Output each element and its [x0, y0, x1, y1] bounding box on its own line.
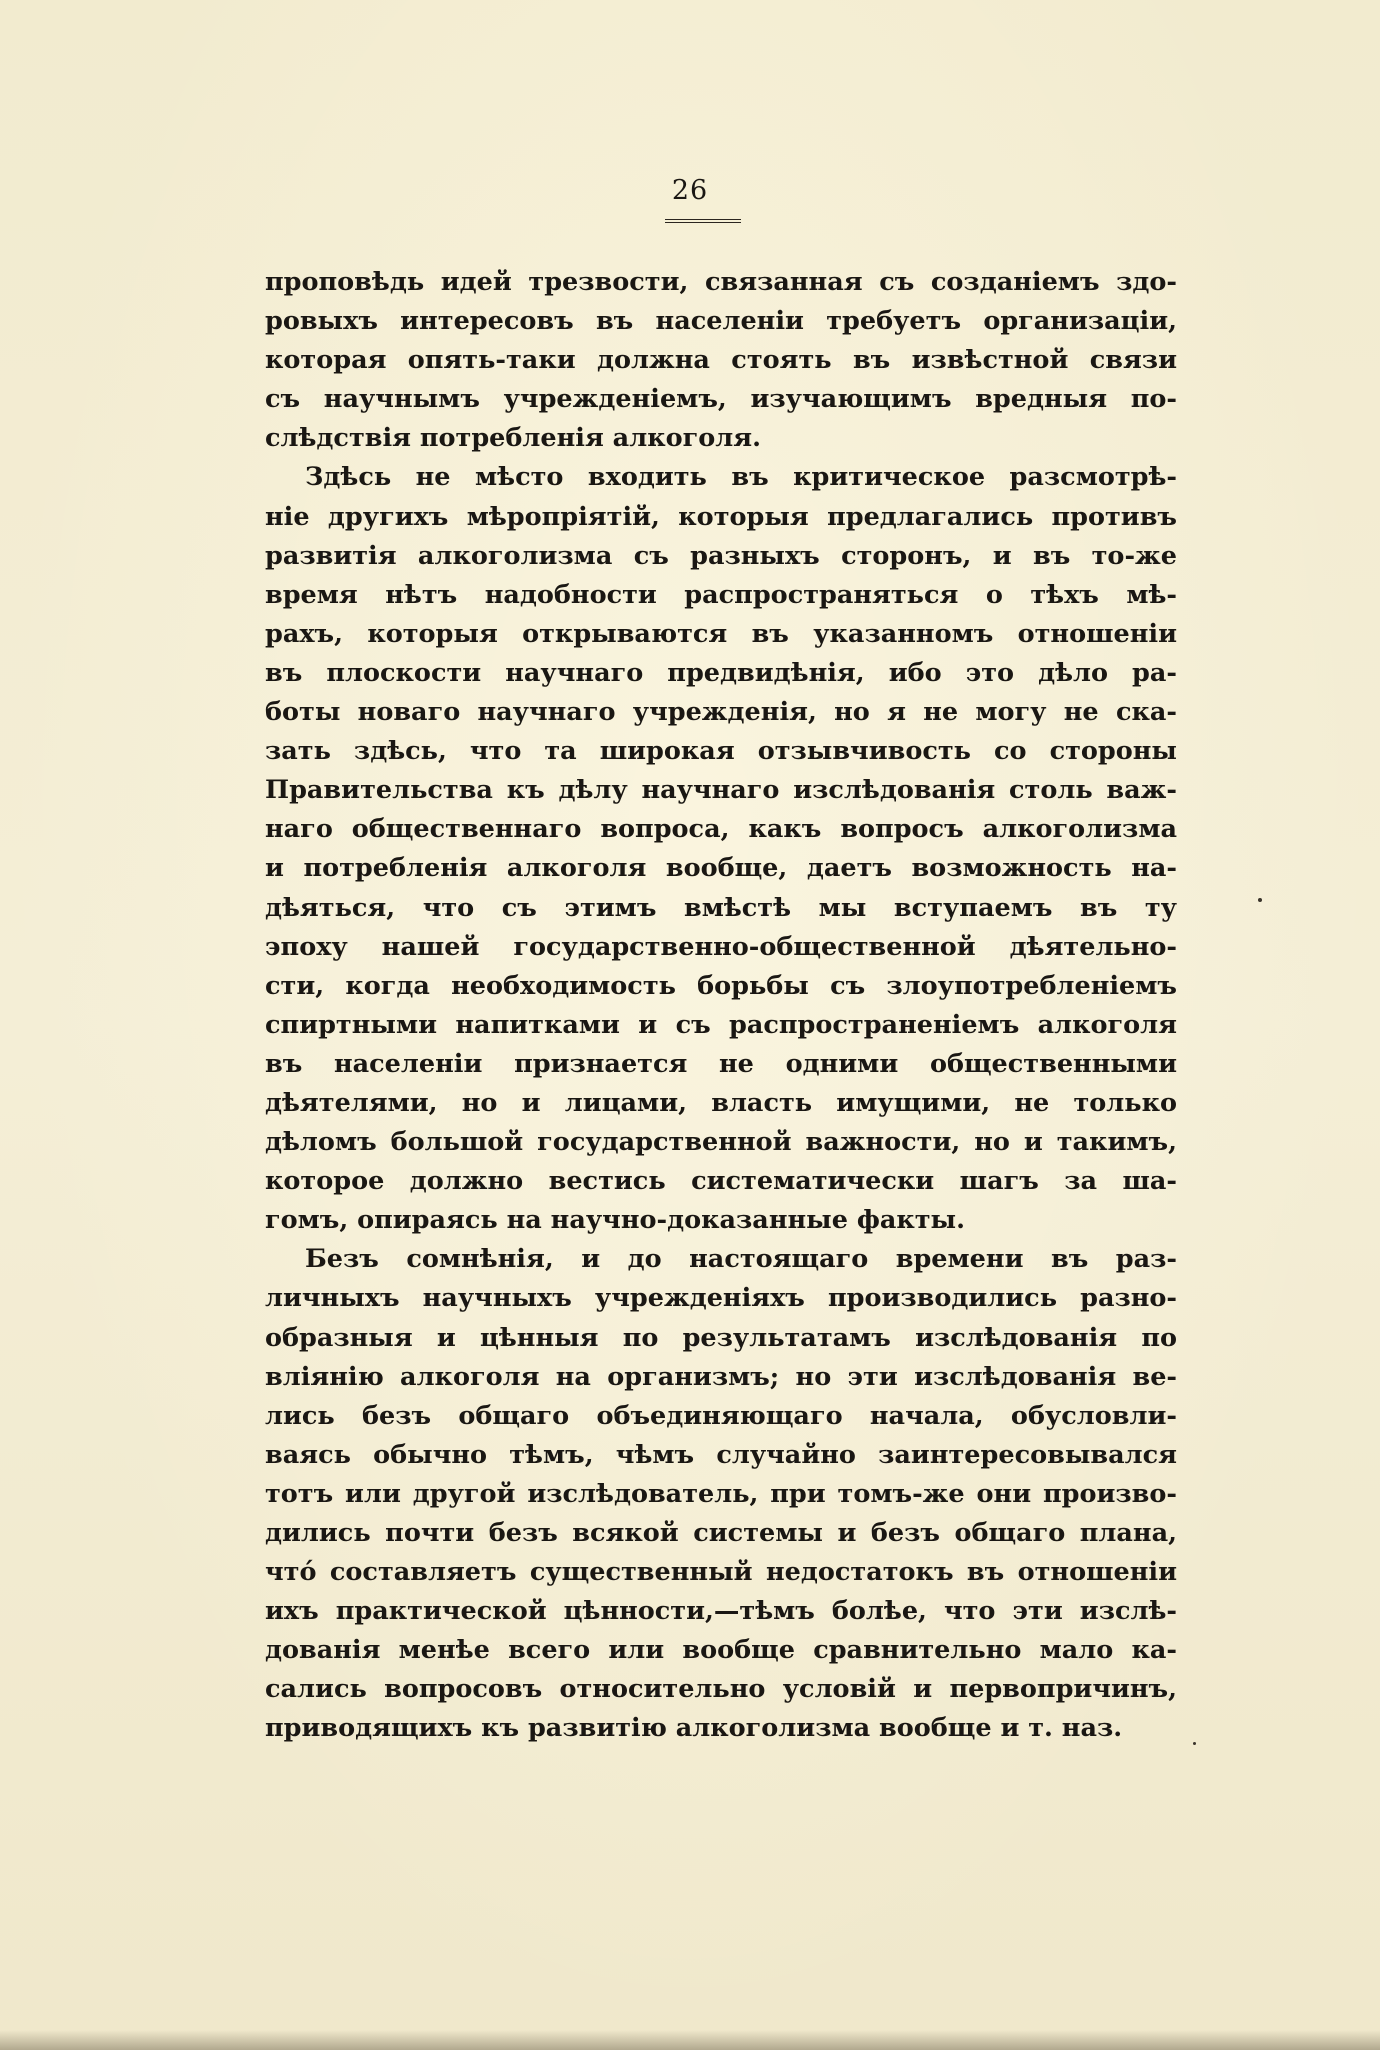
text-line: ніе другихъ мѣропріятій, которыя предлагались противъ	[265, 501, 1177, 532]
text-line: лись безъ общаго объединяющаго начала, обусловли-	[265, 1400, 1177, 1431]
text-line: что́ составляетъ существенный недостатокъ въ отношеніи	[265, 1557, 1177, 1588]
text-line: дѣяться, что съ этимъ вмѣстѣ мы вступаемъ въ ту	[265, 892, 1177, 923]
text-line: ваясь обычно тѣмъ, чѣмъ случайно заинтересовывался	[265, 1439, 1177, 1470]
text-line: гомъ, опираясь на научно-доказанные факты.	[265, 1205, 965, 1236]
paragraph-first-line: Здѣсь не мѣсто входить въ критическое разсмотрѣ-	[305, 462, 1177, 493]
text-line: тотъ или другой изслѣдователь, при томъ-же они произво-	[265, 1478, 1177, 1509]
text-line: образныя и цѣнныя по результатамъ изслѣдованія по	[265, 1322, 1177, 1353]
text-line: ихъ практической цѣнности,—тѣмъ болѣе, что эти изслѣ-	[265, 1596, 1177, 1627]
text-line: проповѣдь идей трезвости, связанная съ созданіемъ здо-	[265, 267, 1177, 297]
paragraph-first-line: Безъ сомнѣнія, и до настоящаго времени въ раз-	[305, 1244, 1177, 1275]
text-line: которое должно вестись систематически шагъ за ша-	[265, 1166, 1177, 1197]
page-bottom-edge	[0, 2030, 1380, 2050]
text-line: рахъ, которыя открываются въ указанномъ отношеніи	[265, 618, 1177, 649]
text-line: вліянію алкоголя на организмъ; но эти изслѣдованія ве-	[265, 1361, 1177, 1392]
text-line: время нѣтъ надобности распространяться о тѣхъ мѣ-	[265, 579, 1177, 610]
text-line: дѣломъ большой государственной важности, но и такимъ,	[265, 1127, 1177, 1158]
text-line: ровыхъ интересовъ въ населеніи требуетъ организаціи,	[265, 306, 1177, 337]
text-line: боты новаго научнаго учрежденія, но я не могу не ска-	[265, 697, 1177, 728]
text-line: развитія алкоголизма съ разныхъ сторонъ, и въ то-же	[265, 540, 1177, 571]
text-line: въ плоскости научнаго предвидѣнія, ибо это дѣло ра-	[265, 657, 1177, 688]
ink-speck	[1193, 1742, 1196, 1745]
page-number-rule	[665, 219, 741, 223]
text-line: сались вопросовъ относительно условій и первопричинъ,	[265, 1674, 1177, 1705]
text-line: съ научнымъ учрежденіемъ, изучающимъ вредныя по-	[265, 384, 1177, 415]
text-line: наго общественнаго вопроса, какъ вопросъ алкоголизма	[265, 814, 1177, 845]
page-number: 26	[671, 175, 709, 206]
text-line: слѣдствія потребленія алкоголя.	[265, 423, 761, 454]
text-line: эпоху нашей государственно-общественной дѣятельно-	[265, 931, 1177, 962]
text-line: Правительства къ дѣлу научнаго изслѣдованія столь важ-	[265, 775, 1177, 806]
body-text	[265, 263, 1177, 1749]
ink-speck	[1258, 898, 1262, 902]
text-line: спиртными напитками и съ распространеніемъ алкоголя	[265, 1009, 1177, 1040]
text-line: которая опять-таки должна стоять въ извѣстной связи	[265, 345, 1177, 376]
text-line: и потребленія алкоголя вообще, даетъ возможность на-	[265, 853, 1177, 884]
text-line: въ населеніи признается не одними общественными	[265, 1048, 1177, 1079]
text-line: дились почти безъ всякой системы и безъ общаго плана,	[265, 1518, 1177, 1548]
text-line: дованія менѣе всего или вообще сравнительно мало ка-	[265, 1635, 1177, 1666]
text-line: зать здѣсь, что та широкая отзывчивость со стороны	[265, 736, 1177, 767]
text-line: дѣятелями, но и лицами, власть имущими, не только	[265, 1087, 1177, 1118]
text-line: личныхъ научныхъ учрежденіяхъ производились разно-	[265, 1283, 1177, 1314]
text-line: сти, когда необходимость борьбы съ злоупотребленіемъ	[265, 970, 1177, 1001]
text-line: приводящихъ къ развитію алкоголизма вообще и т. наз.	[265, 1713, 1123, 1744]
